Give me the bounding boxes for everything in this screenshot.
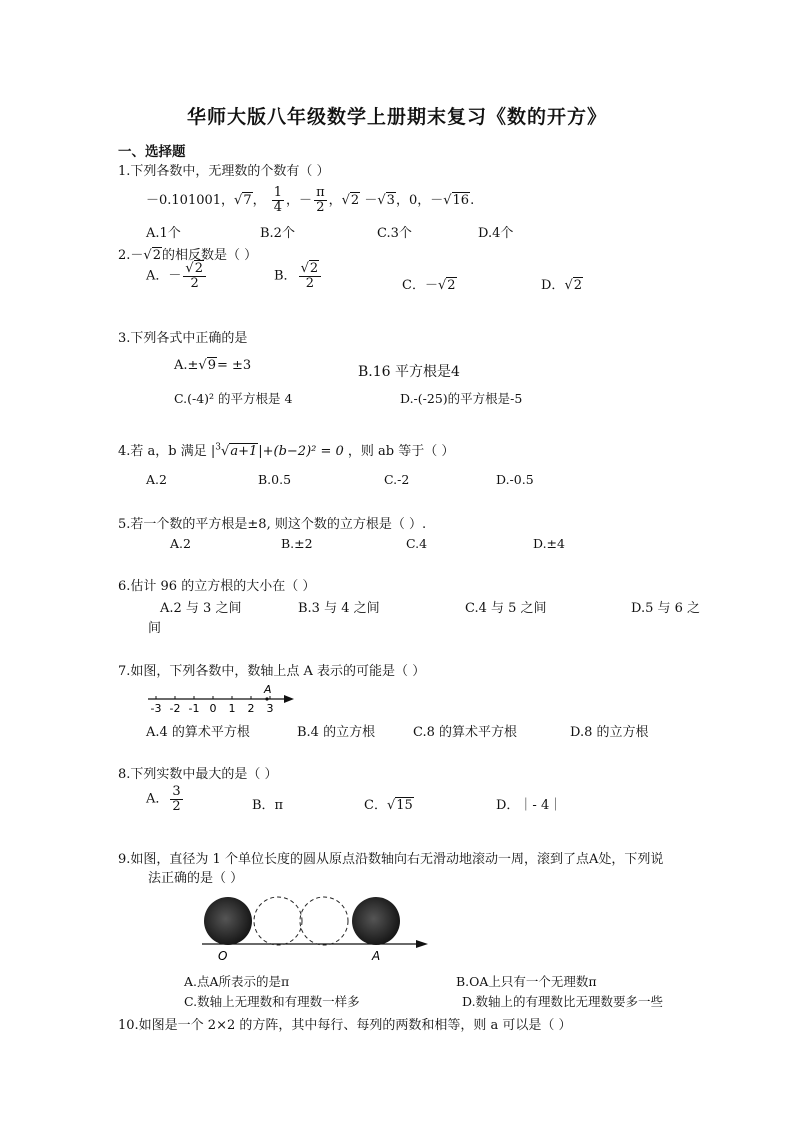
q1-sep: . <box>470 193 475 208</box>
q5-option-a: A.2 <box>170 536 191 551</box>
question-9-stem-line2: 法正确的是（ ） <box>148 871 244 886</box>
q7-tick-label: -3 <box>150 702 162 715</box>
q4-stem-post: ，则 ab 等于（ ） <box>347 444 455 459</box>
q7-option-a: A.4 的算术平方根 <box>146 725 250 740</box>
q4-option-c: C.-2 <box>384 472 410 487</box>
question-9-stem-line1: 9.如图，直径为 1 个单位长度的圆从原点沿数轴向右无滑动地滚动一周，滚到了点A处，下列说 <box>118 852 664 867</box>
q7-axis-arrow <box>284 695 294 703</box>
q6-option-d: D.5 与 6 之 <box>631 601 701 616</box>
q7-option-b: B.4 的立方根 <box>297 725 376 740</box>
q1-sqrt-2: √2 <box>341 193 360 208</box>
q1-sqrt-7: √7 <box>234 193 252 208</box>
q2-c-label: C．－ <box>402 278 438 293</box>
question-3-stem: 3.下列各式中正确的是 <box>118 331 248 346</box>
q8-a-label: A． <box>146 791 169 807</box>
q1-sep: － <box>364 193 378 208</box>
q2-option-d: D．√2 <box>541 278 583 293</box>
q2-d-label: D． <box>541 278 565 293</box>
q1-option-d: D.4个 <box>478 226 514 241</box>
question-10-stem: 10.如图是一个 2×2 的方阵，其中每行、每列的两数和相等，则 a 可以是（ ） <box>118 1018 572 1033</box>
q7-tick-label: -1 <box>188 702 200 715</box>
question-4-stem <box>118 440 454 459</box>
q5-option-b: B.±2 <box>281 536 313 551</box>
q6-option-a: A.2 与 3 之间 <box>160 601 242 616</box>
q9-option-d: D.数轴上的有理数比无理数要多一些 <box>462 994 664 1009</box>
q7-tick-label: -2 <box>169 702 181 715</box>
q4-equation: $|^3√a+1|+(b-2)^2 = 0$ <box>210 442 344 459</box>
q1-number-decimal: －0.101001， <box>146 193 235 208</box>
q6-option-b: B.3 与 4 之间 <box>298 601 380 616</box>
q1-option-b: B.2个 <box>260 226 295 241</box>
q7-tick-label: 1 <box>228 702 236 715</box>
q2-a-label: A．－ <box>146 268 182 284</box>
question-1-numbers <box>146 186 474 216</box>
q2-stem-sqrt: √2 <box>143 248 161 263</box>
q9-start-circle <box>204 897 252 945</box>
question-5-stem: 5.若一个数的平方根是±8, 则这个数的立方根是（ ）. <box>118 517 427 532</box>
q4-option-a: A.2 <box>146 472 167 487</box>
q2-option-b <box>274 262 323 290</box>
q8-option-b: B．π <box>252 798 284 813</box>
q3-option-b: B.16 平方根是4 <box>358 364 460 380</box>
q9-option-c: C.数轴上无理数和有理数一样多 <box>184 994 360 1009</box>
q9-point-a-label: A <box>372 949 381 962</box>
q7-tick-label: 2 <box>247 702 255 715</box>
q6-option-c: C.4 与 5 之间 <box>465 601 547 616</box>
section-heading: 一、选择题 <box>118 144 186 160</box>
q2-b-fraction: $\frac{√2}{2}$ <box>299 262 322 290</box>
q7-tick-label: 3 <box>266 702 274 715</box>
q1-option-a: A.1个 <box>146 226 181 241</box>
q4-option-d: D.-0.5 <box>496 472 534 487</box>
q7-option-c: C.8 的算术平方根 <box>413 725 518 740</box>
q2-stem-post: 的相反数是（ ） <box>161 248 258 263</box>
q9-axis-arrow <box>416 940 428 948</box>
q8-option-a <box>146 785 185 813</box>
q1-sqrt-16: √16 <box>443 193 470 208</box>
q5-option-d: D.±4 <box>533 536 565 551</box>
q2-stem-pre: 2.－ <box>118 248 144 263</box>
q8-option-d: D．｜- 4｜ <box>496 798 563 813</box>
q9-rolling-circle-figure <box>196 892 432 962</box>
q9-option-a: A.点A所表示的是π <box>184 974 290 989</box>
q9-end-circle <box>352 897 400 945</box>
page-title: 华师大版八年级数学上册期末复习《数的开方》 <box>186 106 607 128</box>
q2-option-a <box>146 262 208 290</box>
q1-fraction-quarter: $\frac{1}{4}$ <box>273 185 283 215</box>
question-6-stem: 6.估计 96 的立方根的大小在（ ） <box>118 579 316 594</box>
q9-option-b: B.OA上只有一个无理数π <box>456 974 597 989</box>
q2-b-label: B． <box>274 268 297 284</box>
q1-sep: ，－ <box>286 193 313 208</box>
q7-number-line <box>146 682 296 716</box>
q2-option-c: C．－√2 <box>402 278 456 293</box>
question-1-stem: 1.下列各数中，无理数的个数有（ ） <box>118 164 330 179</box>
q7-tick-label: 0 <box>209 702 217 715</box>
q8-c-label: C． <box>364 798 387 813</box>
q3-option-c: C.(-4)² 的平方根是 4 <box>174 391 293 406</box>
question-7-stem: 7.如图，下列各数中，数轴上点 A 表示的可能是（ ） <box>118 664 426 679</box>
q6-option-d-wrap: 间 <box>148 621 162 636</box>
q4-stem-pre: 4.若 a，b 满足 <box>118 444 207 459</box>
q7-option-d: D.8 的立方根 <box>570 725 649 740</box>
q8-option-c: C．√15 <box>364 798 413 813</box>
q1-fraction-pi-half: $\frac{\pi}{2}$ <box>316 185 325 215</box>
q1-option-c: C.3个 <box>377 226 412 241</box>
q3-a-pre: A.± <box>174 358 199 373</box>
q3-option-a: A.±√9= ±3 <box>174 358 252 373</box>
q1-sqrt-3: √3 <box>377 193 395 208</box>
q3-option-d: D.-(-25)的平方根是-5 <box>400 391 523 406</box>
q7-point-label: A <box>264 683 272 696</box>
q2-a-fraction: $\frac{√2}{2}$ <box>183 262 206 290</box>
q4-option-b: B.0.5 <box>258 472 292 487</box>
q1-sep: ，0，－ <box>395 193 444 208</box>
q9-rolling-circle-2 <box>300 897 348 945</box>
q1-sep: ， <box>328 193 342 208</box>
question-8-stem: 8.下列实数中最大的是（ ） <box>118 767 278 782</box>
q1-sep: ， <box>252 193 266 208</box>
q9-origin-label: O <box>218 949 228 962</box>
q5-option-c: C.4 <box>406 536 428 551</box>
q7-point-a <box>265 697 268 700</box>
q3-a-post: = ±3 <box>217 358 252 373</box>
q9-rolling-circle-1 <box>254 897 302 945</box>
q8-a-fraction: $\frac{3}{2}$ <box>172 784 181 814</box>
